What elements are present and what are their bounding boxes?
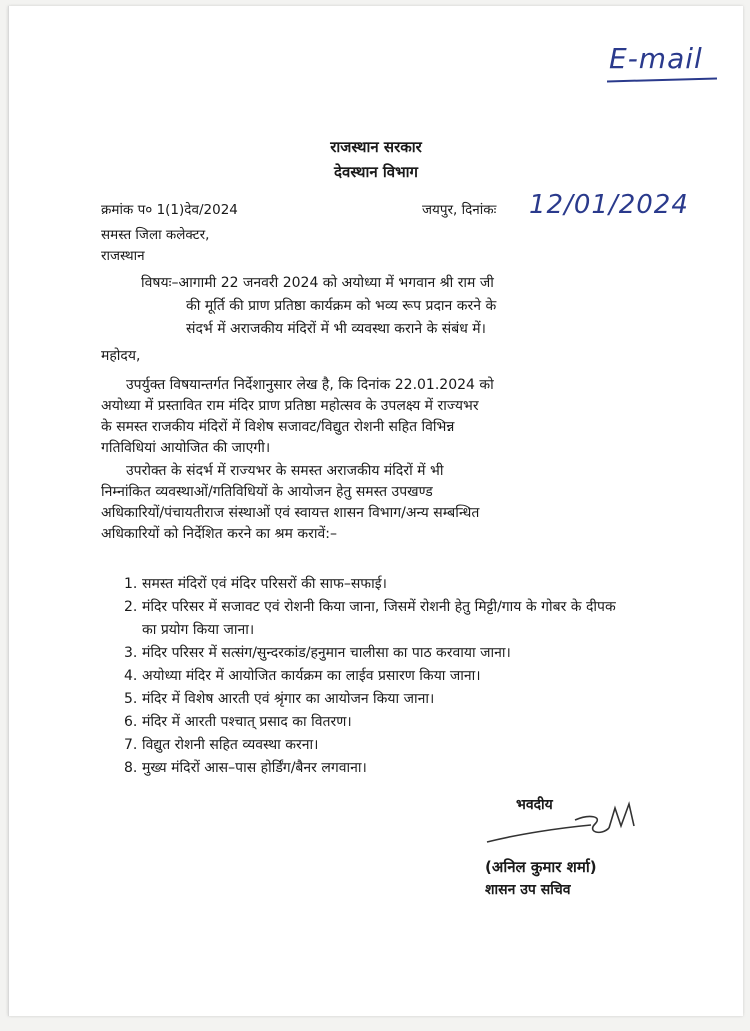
paragraph-line: निम्नांकित व्यवस्थाओं/गतिविधियों के आयोजन हेतु समस्त उपखण्ड bbox=[101, 484, 433, 500]
addressee-line-2: राजस्थान bbox=[101, 248, 145, 264]
government-heading: राजस्थान सरकार bbox=[330, 138, 422, 156]
subject-line: विषयः–आगामी 22 जनवरी 2024 को अयोध्या में भगवान श्री राम जी bbox=[141, 275, 494, 291]
handwritten-date: 12/01/2024 bbox=[529, 190, 689, 220]
list-text: विद्युत रोशनी सहित व्यवस्था करना। bbox=[142, 737, 319, 753]
list-item bbox=[124, 642, 634, 665]
addressee-line-1: समस्त जिला कलेक्टर, bbox=[101, 227, 210, 243]
email-mark-underline bbox=[607, 78, 717, 83]
list-number: 1. bbox=[124, 576, 138, 592]
place-date-label: जयपुर, दिनांकः bbox=[422, 202, 497, 218]
subject-line: संदर्भ में अराजकीय मंदिरों में भी व्यवस्था कराने के संबंध में। bbox=[186, 321, 486, 337]
list-item bbox=[124, 688, 634, 711]
paragraph-line: उपर्युक्त विषयान्तर्गत निर्देशानुसार लेख है, कि दिनांक 22.01.2024 को bbox=[126, 377, 494, 393]
paragraph-line: अयोध्या में प्रस्तावित राम मंदिर प्राण प्रतिष्ठा महोत्सव के उपलक्ष्य में राज्यभर bbox=[101, 398, 479, 414]
email-handwritten-mark: E-mail bbox=[609, 42, 703, 75]
list-item bbox=[124, 573, 634, 596]
list-text: मंदिर परिसर में सजावट एवं रोशनी किया जाना, जिसमें रोशनी हेतु मिट्टी/गाय के गोबर के दीपक का प्रयोग किया जाना। bbox=[142, 599, 616, 638]
signatory-name: (अनिल कुमार शर्मा) bbox=[485, 858, 597, 876]
document-page bbox=[8, 6, 743, 1016]
paragraph-line: अधिकारियों/पंचायतीराज संस्थाओं एवं स्वायत्त शासन विभाग/अन्य सम्बन्धित bbox=[101, 505, 480, 521]
list-number: 5. bbox=[124, 691, 138, 707]
paragraph-line: अधिकारियों को निर्देशित करने का श्रम करावें:– bbox=[101, 526, 337, 542]
list-item bbox=[124, 596, 634, 642]
subject-block bbox=[141, 272, 496, 341]
list-text: अयोध्या मंदिर में आयोजित कार्यक्रम का लाईव प्रसारण किया जाना। bbox=[142, 668, 481, 684]
list-number: 4. bbox=[124, 668, 138, 684]
list-item bbox=[124, 665, 634, 688]
department-heading: देवस्थान विभाग bbox=[334, 163, 418, 181]
body-paragraph-1 bbox=[101, 375, 621, 459]
closing-word: भवदीय bbox=[516, 797, 553, 813]
signature-scribble bbox=[479, 798, 649, 858]
list-item bbox=[124, 734, 634, 757]
paragraph-line: के समस्त राजकीय मंदिरों में विशेष सजावट/विद्युत रोशनी सहित विभिन्न bbox=[101, 419, 455, 435]
paragraph-line: उपरोक्त के संदर्भ में राज्यभर के समस्त अराजकीय मंदिरों में भी bbox=[126, 463, 444, 479]
subject-line: की मूर्ति की प्राण प्रतिष्ठा कार्यक्रम को भव्य रूप प्रदान करने के bbox=[186, 298, 497, 314]
list-text: मंदिर परिसर में सत्संग/सुन्दरकांड/हनुमान चालीसा का पाठ करवाया जाना। bbox=[142, 645, 511, 661]
signatory-designation: शासन उप सचिव bbox=[485, 882, 571, 898]
list-number: 6. bbox=[124, 714, 138, 730]
paragraph-line: गतिविधियां आयोजित की जाएगी। bbox=[101, 440, 271, 456]
list-item bbox=[124, 757, 634, 780]
list-number: 7. bbox=[124, 737, 138, 753]
list-text: मंदिर में विशेष आरती एवं श्रृंगार का आयोजन किया जाना। bbox=[142, 691, 435, 707]
salutation: महोदय, bbox=[101, 348, 141, 364]
reference-number: क्रमांक प० 1(1)देव/2024 bbox=[101, 202, 238, 218]
list-number: 8. bbox=[124, 760, 138, 776]
list-text: मंदिर में आरती पश्चात् प्रसाद का वितरण। bbox=[142, 714, 352, 730]
list-number: 3. bbox=[124, 645, 138, 661]
list-text: समस्त मंदिरों एवं मंदिर परिसरों की साफ–सफाई। bbox=[142, 576, 387, 592]
list-number: 2. bbox=[124, 599, 138, 615]
list-text: मुख्य मंदिरों आस–पास होर्डिंग/बैनर लगवाना। bbox=[142, 760, 367, 776]
list-item bbox=[124, 711, 634, 734]
body-paragraph-2 bbox=[101, 461, 621, 545]
instruction-list bbox=[124, 573, 634, 780]
